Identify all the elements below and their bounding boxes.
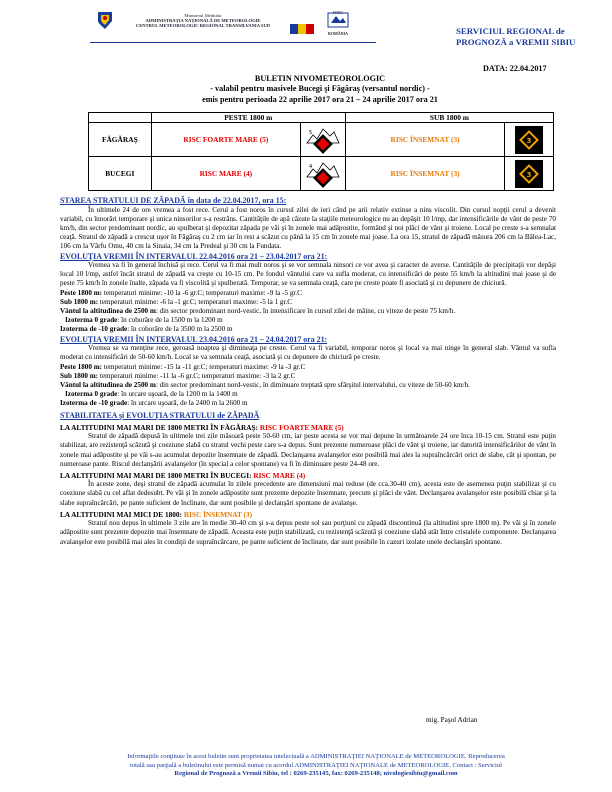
risk-3-icon: [516, 162, 542, 186]
label: Vântul la altitudinea de 2500 m: [60, 380, 156, 389]
flag-strip: [290, 21, 314, 31]
ev2-wind: [60, 381, 556, 390]
risk-3-icon: [516, 128, 542, 152]
risk-icon-cell: [301, 123, 346, 157]
low-altitude-text: Stratul nou depus în ultimele 3 zile are în medie 30-40 cm şi s-a depus peste sol sau porţiuni cu zăpadă discontinuă (la altitudini spre 1800 m). Pe văi şi în zonele adăpostite sunt prezente depozite mai însemnate de zăpadă. Aceasta este puţin stabilizată, cu rezistenţă scăzută şi coeziune slabă atât între cristalele componente. Declanşarea avalanşelor este posibilă mai ales în condiţii de supraîncărcare, pe pante suficient de înclinate, dar sunt posibile în cazuri izolate unele declanşări spontane.: [60, 519, 556, 546]
heading-text: LA ALTITUDINI MAI MARI DE 1800 METRI ÎN FĂGĂRAŞ:: [60, 423, 260, 433]
footer-line3: Regional de Prognoză a Vremii Sibiu, tel : 0269-235145, fax: 0269-235148; nivologiesibiu@gmail.com: [174, 770, 458, 778]
footer-line2: totală sau parţială a buletinului este permisă numai cu acordul ADMINISTRAŢIEI NAŢIONALE de METEOROLOGIE. Contact : Serviciul: [130, 761, 502, 769]
svg-text:5: 5: [308, 129, 313, 136]
flag-icon: [290, 24, 314, 34]
coat-of-arms-icon: [96, 10, 114, 30]
value: : în coborâre de la 3500 m la 2500 m: [127, 325, 233, 334]
heading-risk: RISC MARE (4): [253, 471, 306, 481]
bulletin-body: [60, 196, 556, 547]
bucegi-text: În aceste zone, deşi stratul de zăpadă acumulat în zilele precedente are dimensiuni mai reduse (de cca.30-40 cm), acesta este de asemenea puţin stabilizat şi cu coeziune slabă cu cel aflat dedesubt. Pe văi şi în zonele adăpostite sunt prezente depozite însemnate, precum şi plăci de vânt. Declanşarea avalanşelor este posibilă chiar şi la slabe supraîncărcări, pe pante suficient de înclinate, dar sunt posibile şi declanşări spontane de avalanşe.: [60, 480, 556, 507]
risk-icon-cell: [301, 157, 346, 191]
risk-above: RISC FOARTE MARE (5): [151, 123, 300, 157]
massif-name: FĂGĂRAŞ: [89, 123, 152, 157]
risk-icon-cell: [505, 157, 554, 191]
ev2-iso0: [60, 390, 556, 399]
bulletin-date: DATA: 22.04.2017: [483, 64, 547, 73]
value: : în urcare uşoară, de la 2400 m la 2600 m: [127, 399, 248, 408]
risk-5-icon: [310, 128, 336, 152]
service-name: [456, 26, 606, 48]
evolution-1-text: Vremea va fi în general închisă şi rece. Cerul va fi mai mult noros şi se vor semnala ninsori ce vor avea şi caracter de averse. Cantităţile de precipitaţii vor depăşi local 10 l/mp, astfel încât stratul de zăpadă va creşte cu 10-15 cm. Pe fondul vântului care va sufla moderat, cu intensificări de peste 55 km/h la altitudini mai joase şi de peste 75 km/h în zonele înalte, zăpada va fi viscolită şi spulberată. Temporar, se va semnala ceaţă, care pe creste poate fi asociată şi cu depunere de chiciură.: [60, 261, 556, 288]
risk-table-corner: [89, 113, 152, 123]
evolution-2-title: EVOLUŢIA VREMII ÎN INTERVALUL 23.04.2016 ora 21 – 24.04.2017 ora 21:: [60, 334, 328, 344]
heading-risk: RISC FOARTE MARE (5): [259, 423, 344, 433]
svg-text:3: 3: [526, 170, 532, 179]
ev1-iso10: [60, 325, 556, 334]
ev2-temp-above: [60, 363, 556, 372]
heading-text: LA ALTITUDINI MAI MICI DE 1800:: [60, 509, 184, 519]
low-altitude-heading: [60, 510, 556, 519]
heading-risk: RISC ÎNSEMNAT (3): [183, 509, 253, 519]
romania-label: ROMÂNIA: [328, 31, 348, 36]
risk-above: RISC MARE (4): [151, 157, 300, 191]
fagaras-text: Stratul de zăpadă depusă în ultimele trei zile măsoară peste 50-60 cm, iar peste acesta se vor mai depune în următoarele 24 ore înca 10-15 cm. Stratul este puţin stabilizat, are rezistenţă scăzută şi coeziune slabă cu stratul vechi peste care s-a depus. Sunt prezente numeroase plăci de vânt şi troiene, iar datorită intensificărilor de vânt în zonele mai adăpostite şi pe văi s-au acumulat depozite însemnate de zăpadă. Declanşarea avalanşelor este posibilă mai ales la supraîncărcări orict de slabe, cât şi spontan, pe numeroase pante. Riscul declanşării avalanşelor (în special a celor spontane) va fi în diminuare peste 24-48 ore.: [60, 432, 556, 468]
label: Peste 1800 m:: [60, 288, 103, 297]
label: Izoterma de -10 grade: [60, 325, 128, 334]
footer: [40, 753, 592, 779]
label: Sub 1800 m:: [60, 371, 99, 380]
risk-icon-cell: [505, 123, 554, 157]
anm-logo: [96, 10, 114, 30]
snow-state-title: STAREA STRATULUI DE ZĂPADĂ în data de 22.04.2017, ora 15:: [60, 196, 287, 205]
heading-text: LA ALTITUDINI MAI MARI DE 1800 METRI ÎN BUCEGI:: [60, 471, 254, 481]
massif-name: BUCEGI: [89, 157, 152, 191]
sibiu-logo: [322, 10, 354, 38]
evolution-2-text: Vremea se va menţine rece, geroasă noaptea şi dimineaţa pe creste. Cerul va fi variabil, temporar noros şi local va mai ninge în general slab. Vântul va sufla moderat cu intensificări de 50-60 km/h. Local se va semnala ceaţă, asociată şi cu depunere de chiciură pe creste.: [60, 344, 556, 362]
signature: mig. Paşol Adrian: [426, 716, 478, 724]
label: Izoterma 0 grade: [65, 316, 118, 325]
ev1-temp-above: [60, 289, 556, 298]
center-line: CENTRUL METEOROLOGIC REGIONAL TRANSILVANIA SUD: [135, 23, 271, 29]
footer-line1: Informaţiile conţinute în acest buletin sunt proprietatea intelectuală a ADMINISTRAŢIEI NAŢIONALE de METEOROLOGIE. Reproducerea: [127, 753, 505, 760]
risk-below: RISC ÎNSEMNAT (3): [345, 123, 504, 157]
value: : în coborâre de la 1500 m la 1200 m: [117, 316, 223, 325]
ev1-iso0: [60, 316, 556, 325]
sibiu-label: SIBIU: [332, 10, 344, 15]
label: Sub 1800 m:: [60, 297, 99, 306]
risk-row-bucegi: [89, 157, 554, 191]
bulletin-heading: [80, 74, 560, 105]
risk-4-icon: [310, 162, 336, 186]
label: Izoterma de -10 grade: [60, 399, 128, 408]
ev1-temp-below: [60, 298, 556, 307]
value: : din sector predominant nord-vestic, în diminuare treptată spre sfârşitul intervalului, cu viteze de 50-60 km/h.: [155, 380, 470, 389]
bulletin-title: BULETIN NIVOMETEOROLOGIC: [254, 74, 386, 83]
institution-header: [118, 13, 288, 29]
value: temperaturi minime: -11 la -6 gr.C; temperaturi maxime: -3 la 2 gr.C: [98, 371, 296, 380]
label: Izoterma 0 grade: [65, 390, 118, 399]
anm-line: ADMINISTRAȚIA NAȚIONALĂ DE METEOROLOGIE: [145, 18, 261, 24]
stability-title: STABILITATEA şi EVOLUŢIA STRATULUI de ZĂPADĂ: [60, 410, 260, 420]
bucegi-heading: [60, 471, 556, 480]
service-line1: SERVICIUL REGIONAL de: [456, 26, 565, 36]
bulletin-subtitle: - valabil pentru masivele Bucegi şi Făgăraş (versantul nordic) -: [210, 84, 430, 94]
snow-state-text: În ultimele 24 de ore vremea a fost rece. Cerul a fost noros în cursul zilei de ieri când pe arii relativ extinse a nins viscolit. Din cursul nopţii cerul a devenit variabil, cu înnorări temporare şi unica ninsorilor s-a restrâns. Cantităţile de apă căzute la staţiile meteorologice nu au depăşit 10 l/mp, dar intensificările de vânt de peste 70 km/h, din sector predominant nordic, au spulberat şi depozitat zăpada pe văi şi în zonele mai adăpostite, formând şi noi plăci de vânt şi troiene. Local pe creste s-a semnalat ceaţă. Stratul de zăpadă a crescut uşor în Făgăraş cu 2 cm iar în rest a scăzut cu până la 15 cm în zonele mai joase. La ora 15, stratul de zăpadă măsura 206 cm la Bâlea-Lac, 106 cm la Vârfu Omu, 40 cm la Sinaia, 34 cm la Predeal şi 30 cm la Fundata.: [60, 205, 556, 251]
fagaras-heading: [60, 423, 556, 432]
col-below: SUB 1800 m: [345, 113, 553, 123]
evolution-1-title: EVOLUŢIA VREMII ÎN INTERVALUL 22.04.2016 ora 21 – 23.04.2017 ora 21:: [60, 251, 328, 261]
ev1-wind: [60, 307, 556, 316]
value: : în urcare uşoară, de la 1200 m la 1400 m: [117, 390, 238, 399]
value: temperaturi minime: -6 la -1 gr.C; temperaturi maxime: -5 la 1 gr.C: [98, 297, 293, 306]
svg-text:4: 4: [308, 163, 313, 170]
ev2-iso10: [60, 399, 556, 408]
col-above: PESTE 1800 m: [151, 113, 345, 123]
risk-row-fagaras: [89, 123, 554, 157]
ministry-line: Ministerul Mediului: [184, 13, 222, 18]
value: temperaturi minime: -15 la -11 gr.C; temperaturi maxime: -9 la -3 gr.C: [102, 362, 306, 371]
bulletin-period: emis pentru perioada 22 aprilie 2017 ora 21 – 24 aprilie 2017 ora 21: [202, 94, 438, 104]
risk-below: RISC ÎNSEMNAT (3): [345, 157, 504, 191]
service-line2: PROGNOZĂ a VREMII SIBIU: [456, 37, 576, 47]
value: : din sector predominant nord-vestic, în intensificare în cursul zilei de mâine, cu viteze de peste 75 km/h.: [155, 307, 456, 316]
label: Peste 1800 m:: [60, 362, 103, 371]
ev2-temp-below: [60, 372, 556, 381]
header-underline: [90, 42, 376, 43]
value: temperaturi minime: -10 la -6 gr.C; temperaturi maxime: -9 la -5 gr.C: [102, 288, 302, 297]
label: Vântul la altitudinea de 2500 m: [60, 307, 156, 316]
svg-text:3: 3: [526, 136, 532, 145]
risk-table: [88, 112, 554, 191]
